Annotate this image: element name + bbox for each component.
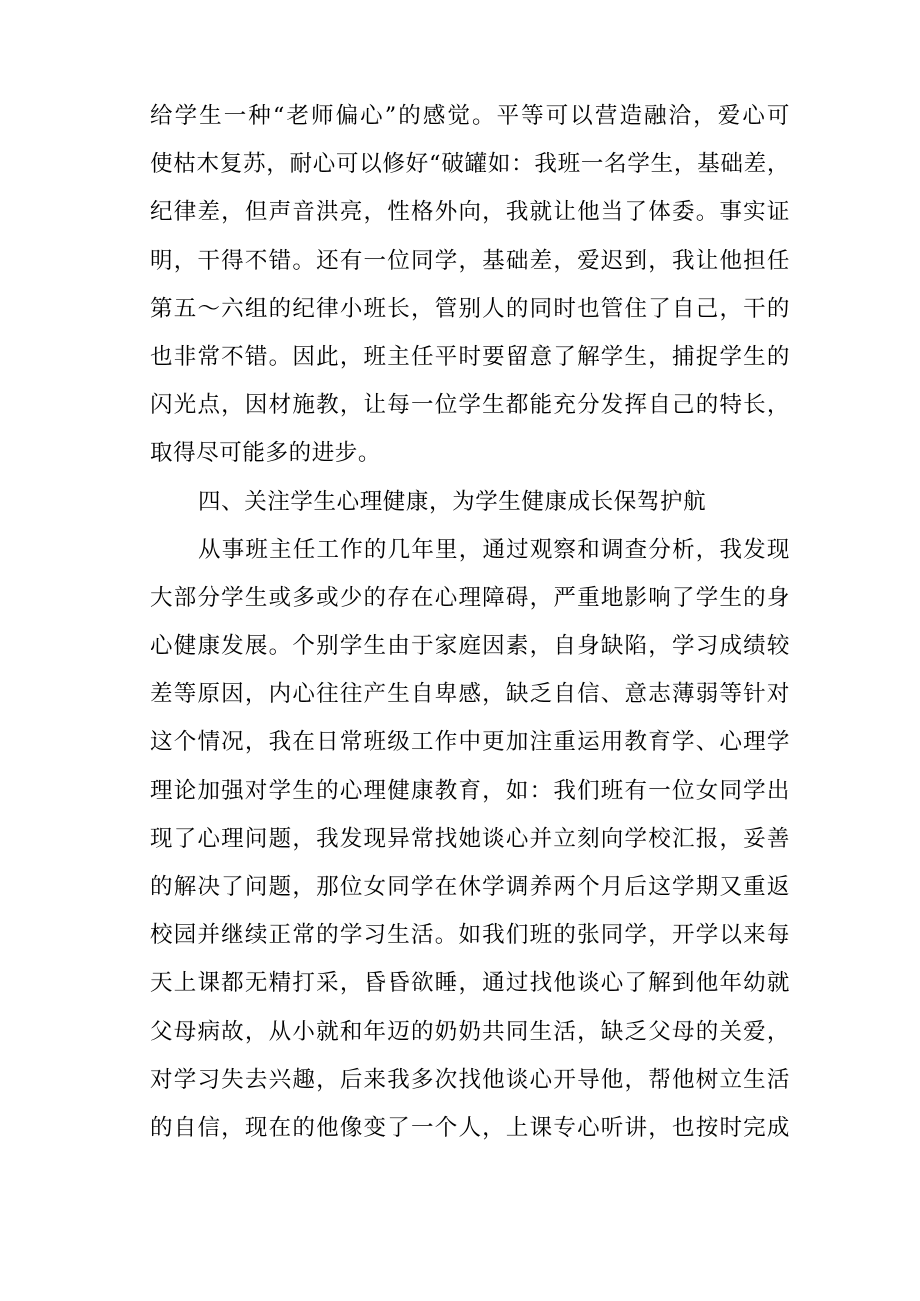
- text-line: 取得尽可能多的进步。: [150, 440, 382, 467]
- text-line: 天上课都无精打采，昏昏欲睡，通过找他谈心了解到他年幼就: [150, 970, 790, 997]
- text-line: 明，干得不错。还有一位同学，基础差，爱迟到，我让他担任: [150, 247, 790, 274]
- text-line: 给学生一种“老师偏心”的感觉。平等可以营造融洽，爱心可: [150, 103, 790, 129]
- text-line: 大部分学生或多或少的存在心理障碍，严重地影响了学生的身: [150, 584, 790, 611]
- text-line: 理论加强对学生的心理健康教育，如：我们班有一位女同学出: [150, 777, 790, 804]
- text-line: 纪律差，但声音洪亮，性格外向，我就让他当了体委。事实证: [150, 199, 790, 226]
- paragraph-body: [150, 526, 790, 1152]
- text-line: 也非常不错。因此，班主任平时要留意了解学生，捕捉学生的: [150, 343, 790, 370]
- text-line: 从事班主任工作的几年里，通过观察和调查分析，我发现: [198, 536, 790, 563]
- paragraph-continued: [150, 92, 790, 478]
- document-body: [150, 92, 790, 1152]
- text-line: 校园并继续正常的学习生活。如我们班的张同学，开学以来每: [150, 922, 790, 949]
- text-line: 第五～六组的纪律小班长，管别人的同时也管住了自己，干的: [150, 295, 790, 322]
- text-line: 使枯木复苏，耐心可以修好“破罐如：我班一名学生，基础差，: [150, 151, 790, 178]
- text-line: 父母病故，从小就和年迈的奶奶共同生活，缺乏父母的关爱，: [150, 1018, 790, 1045]
- text-line: 闪光点，因材施教，让每一位学生都能充分发挥自己的特长，: [150, 392, 790, 419]
- text-line: 差等原因，内心往往产生自卑感，缺乏自信、意志薄弱等针对: [150, 681, 790, 708]
- text-line: 对学习失去兴趣，后来我多次找他谈心开导他，帮他树立生活: [150, 1066, 790, 1093]
- text-line: 心健康发展。个别学生由于家庭因素，自身缺陷，学习成绩较: [150, 633, 790, 660]
- text-line: 的解决了问题，那位女同学在休学调养两个月后这学期又重返: [150, 874, 790, 900]
- section-heading: 四、关注学生心理健康，为学生健康成长保驾护航: [198, 488, 707, 515]
- text-line: 的自信，现在的他像变了一个人，上课专心听讲，也按时完成: [150, 1114, 790, 1141]
- text-line: 这个情况，我在日常班级工作中更加注重运用教育学、心理学: [150, 729, 790, 756]
- text-line: 现了心理问题，我发现异常找她谈心并立刻向学校汇报，妥善: [150, 825, 790, 852]
